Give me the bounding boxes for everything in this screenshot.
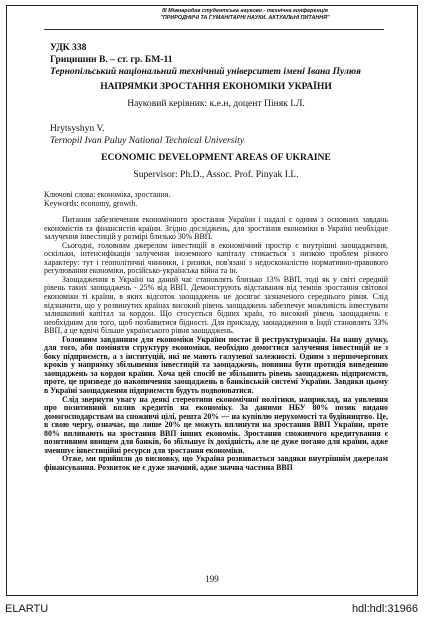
- header-divider: [44, 29, 384, 30]
- conference-header: [160, 8, 330, 22]
- author-en: Hrytsyshyn V.: [50, 123, 105, 134]
- paragraph: Заощадження в Україні на даний час становлять близько 13% ВВП, тоді як у світі середній рівень таких заощаджень - 25% від ВВП. Демонструють відставання від темпів зростання світової економіки ті країни, в яких відсоток заощаджень не досягає зазначеного середнього рівня. Слід відзначити, що у розвинутих країнах високий рівень заощаджень забезпечує можливість інвестувати залишковий капітал за кордон. Що стосується бідних країн, то високий рівень заощаджень є необхідним для того, щоб позбавитися бідності. Для прикладу, заощадження в Індії становлять 33% ВВП, а це вдвічі більше українського рівня заощаджень.: [44, 274, 388, 336]
- article-body: [44, 191, 388, 473]
- keywords-en: Keywords: economy, growth.: [44, 198, 138, 208]
- paragraph: Слід звернути увагу на деякі стереотипи економічної політики, наприклад, на уявлення про позитивний вплив кредитів на економіку. За даними НБУ 80% позик видано домогосподарствам на споживчі цілі, решта 20% — на купівлю нерухомості та будівництво. Це, в свою чергу, означає, що лише 20% це можуть вплинути на зростання ВВП України, проте 80% впливають на зростання ВВП інших економік. Зростання споживчого кредитування є позитивним явищем для банків, бо збільшує їх дохідність, але це дуже погано для країни, адже зменшує інвестиційні ресурси для зростання економіки.: [44, 394, 388, 455]
- paragraph: Сьогодні, головним джерелом інвестицій в економічний простір є внутрішні заощадження, оскільки, інтенсифікація залучення іноземного капіталу стикається з низкою проблем різного характеру: тут і геополітичні чинники, і ризики, пов'язані з недосконалістю нормативно-правового регулювання економіки, російсько-українська війна та ін.: [44, 240, 388, 276]
- page-number: 199: [205, 574, 219, 584]
- affiliation-en: Ternopil Ivan Puluy National Technical University: [50, 135, 245, 146]
- paragraph: Головним завданням для економіки України постає її реструктуризація. На нашу думку, для того, аби поміняти структуру економіки, необхідно домогтися залучення інвестицій не з боку підприємств, а з інституцій, які не мають галузевої залежності. Одним з першочергових кроків у напрямку збільшення інвестицій та заощаджень, повинна бути протидія виведенню заощаджень за кордон країни. Хоча цей спосіб не збільшить рівень заощаджень підприємств, проте, це призведе до накопичення заощаджень в банківській системі України. Завдяки цьому в Україні заощадження підприємств будуть подвоюватися.: [44, 334, 388, 396]
- title-en: ECONOMIC DEVELOPMENT AREAS OF UKRAINE: [101, 152, 331, 163]
- udc-code: УДК 338: [50, 42, 87, 53]
- conference-header-line2: "ПРИРОДНИЧІ ТА ГУМАНІТАРНІ НАУКИ. АКТУАЛЬНІ ПИТАННЯ": [160, 15, 330, 21]
- supervisor-en: Supervisor: Ph.D., Assoc. Prof. Pinyak I.L.: [133, 169, 299, 180]
- paragraph: Питання забезпечення економічного зростання України і надалі є одним з основних завдань економістів та фінансистів країни. Згідно досліджень, для зростання економіки в Україні необхідне залучення інвестицій у розмірі близько 30% ВВП.: [44, 215, 388, 242]
- affiliation-ua: Тернопільський національний технічний університет імені Івана Пулюя: [50, 66, 361, 77]
- conference-header-line1: III Міжнародна студентська науково - технічна конференція: [162, 8, 328, 14]
- footer-repository-name: ELARTU: [5, 603, 49, 615]
- footer-handle: hdl:hdl:31966: [351, 603, 418, 615]
- supervisor-ua: Науковий керівник: к.е.н, доцент Піняк І.Л.: [127, 98, 305, 109]
- keywords-ua: Ключові слова: економіка, зростання.: [44, 190, 171, 199]
- title-ua: НАПРЯМКИ ЗРОСТАННЯ ЕКОНОМІКИ УКРАЇНИ: [100, 81, 332, 92]
- paragraph: Отже, ми прийшли до висновку, що Україна розвивається завдяки внутрішнім джерелам фінансування. Розвиток не є дуже значний, адже значна частина ВВП: [44, 454, 388, 472]
- author-ua: Грицишин В. – ст. гр. БМ-11: [50, 54, 173, 65]
